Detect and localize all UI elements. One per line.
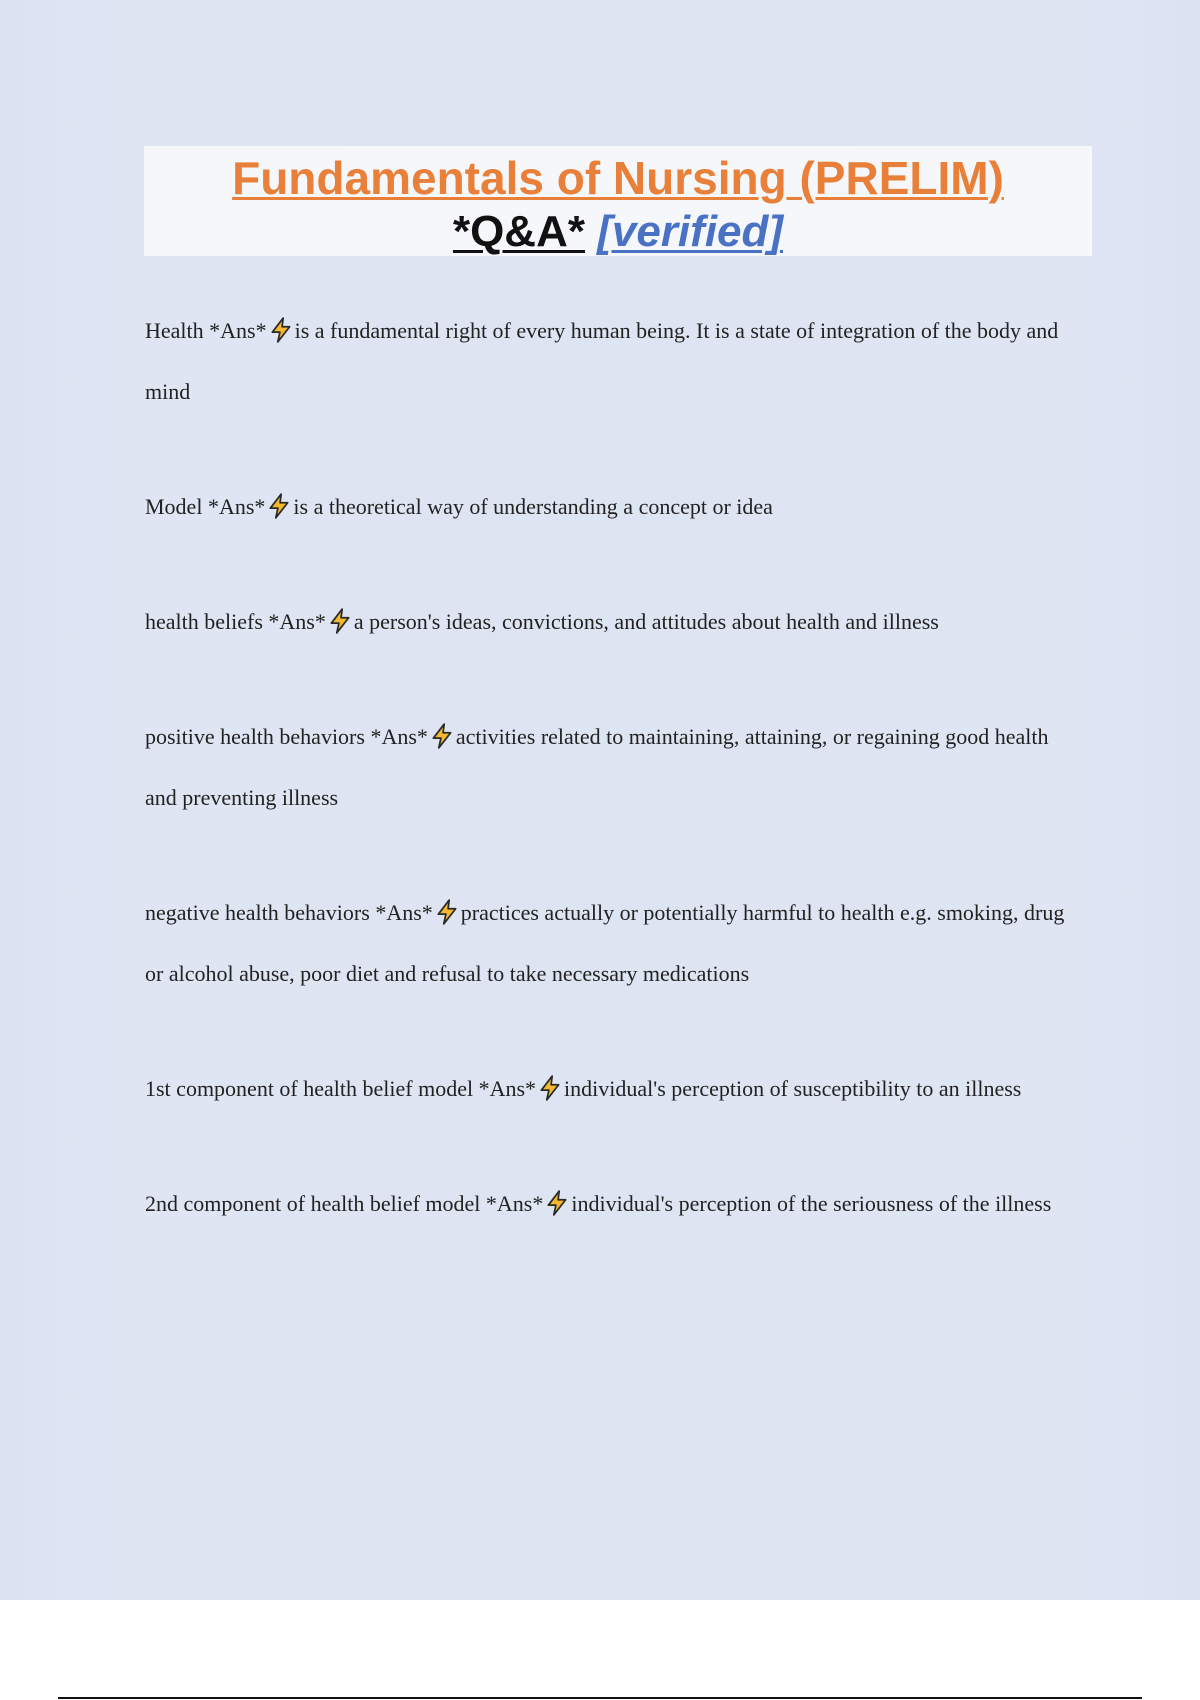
verified-label: [verified] [597,207,784,256]
lightning-bolt-icon [544,1190,570,1216]
qa-answer: individual's perception of the seriousness of the illness [571,1191,1052,1216]
qa-term: negative health behaviors [145,900,370,925]
title-banner [144,146,1092,256]
qa-answer: is a fundamental right of every human being. It is a state of integration of the body and mind [145,318,1059,404]
qa-list [145,300,1085,1234]
qa-label: *Q&A* [452,207,585,256]
footer-divider [58,1697,1142,1699]
lightning-bolt-icon [429,723,455,749]
lightning-bolt-icon [537,1075,563,1101]
qa-term: health beliefs [145,609,263,634]
qa-item-model [145,476,1085,537]
qa-term: 2nd component of health belief model [145,1191,481,1216]
lightning-bolt-icon [266,493,292,519]
qa-item-negative-health-behaviors [145,882,1085,1004]
lightning-bolt-icon [268,317,294,343]
qa-answer: activities related to maintaining, attaining, or regaining good health and preventing illness [145,724,1049,810]
qa-item-2nd-component [145,1173,1085,1234]
qa-term: positive health behaviors [145,724,365,749]
qa-item-health [145,300,1085,422]
lightning-bolt-icon [327,608,353,634]
ans-marker: *Ans* [207,494,266,519]
qa-term: Model [145,494,203,519]
document-title: Fundamentals of Nursing (PRELIM) [232,152,1004,204]
ans-marker: *Ans* [268,609,326,634]
qa-answer: practices actually or potentially harmful to health e.g. smoking, drug or alcohol abuse, poor diet and refusal to take necessary medications [145,900,1065,986]
ans-marker: *Ans* [478,1076,537,1101]
qa-answer: is a theoretical way of understanding a concept or idea [293,494,773,519]
qa-item-1st-component [145,1058,1085,1119]
qa-answer: a person's ideas, convictions, and attitudes about health and illness [353,609,939,634]
ans-marker: *Ans* [485,1191,544,1216]
lightning-bolt-icon [434,899,460,925]
qa-item-health-beliefs [145,591,1085,652]
ans-marker: *Ans* [370,724,428,749]
ans-marker: *Ans* [209,318,267,343]
document-subtitle [144,206,1092,258]
qa-answer: individual's perception of susceptibility to an illness [564,1076,1022,1101]
qa-term: Health [145,318,204,343]
ans-marker: *Ans* [375,900,433,925]
qa-item-positive-health-behaviors [145,706,1085,828]
qa-term: 1st component of health belief model [145,1076,474,1101]
